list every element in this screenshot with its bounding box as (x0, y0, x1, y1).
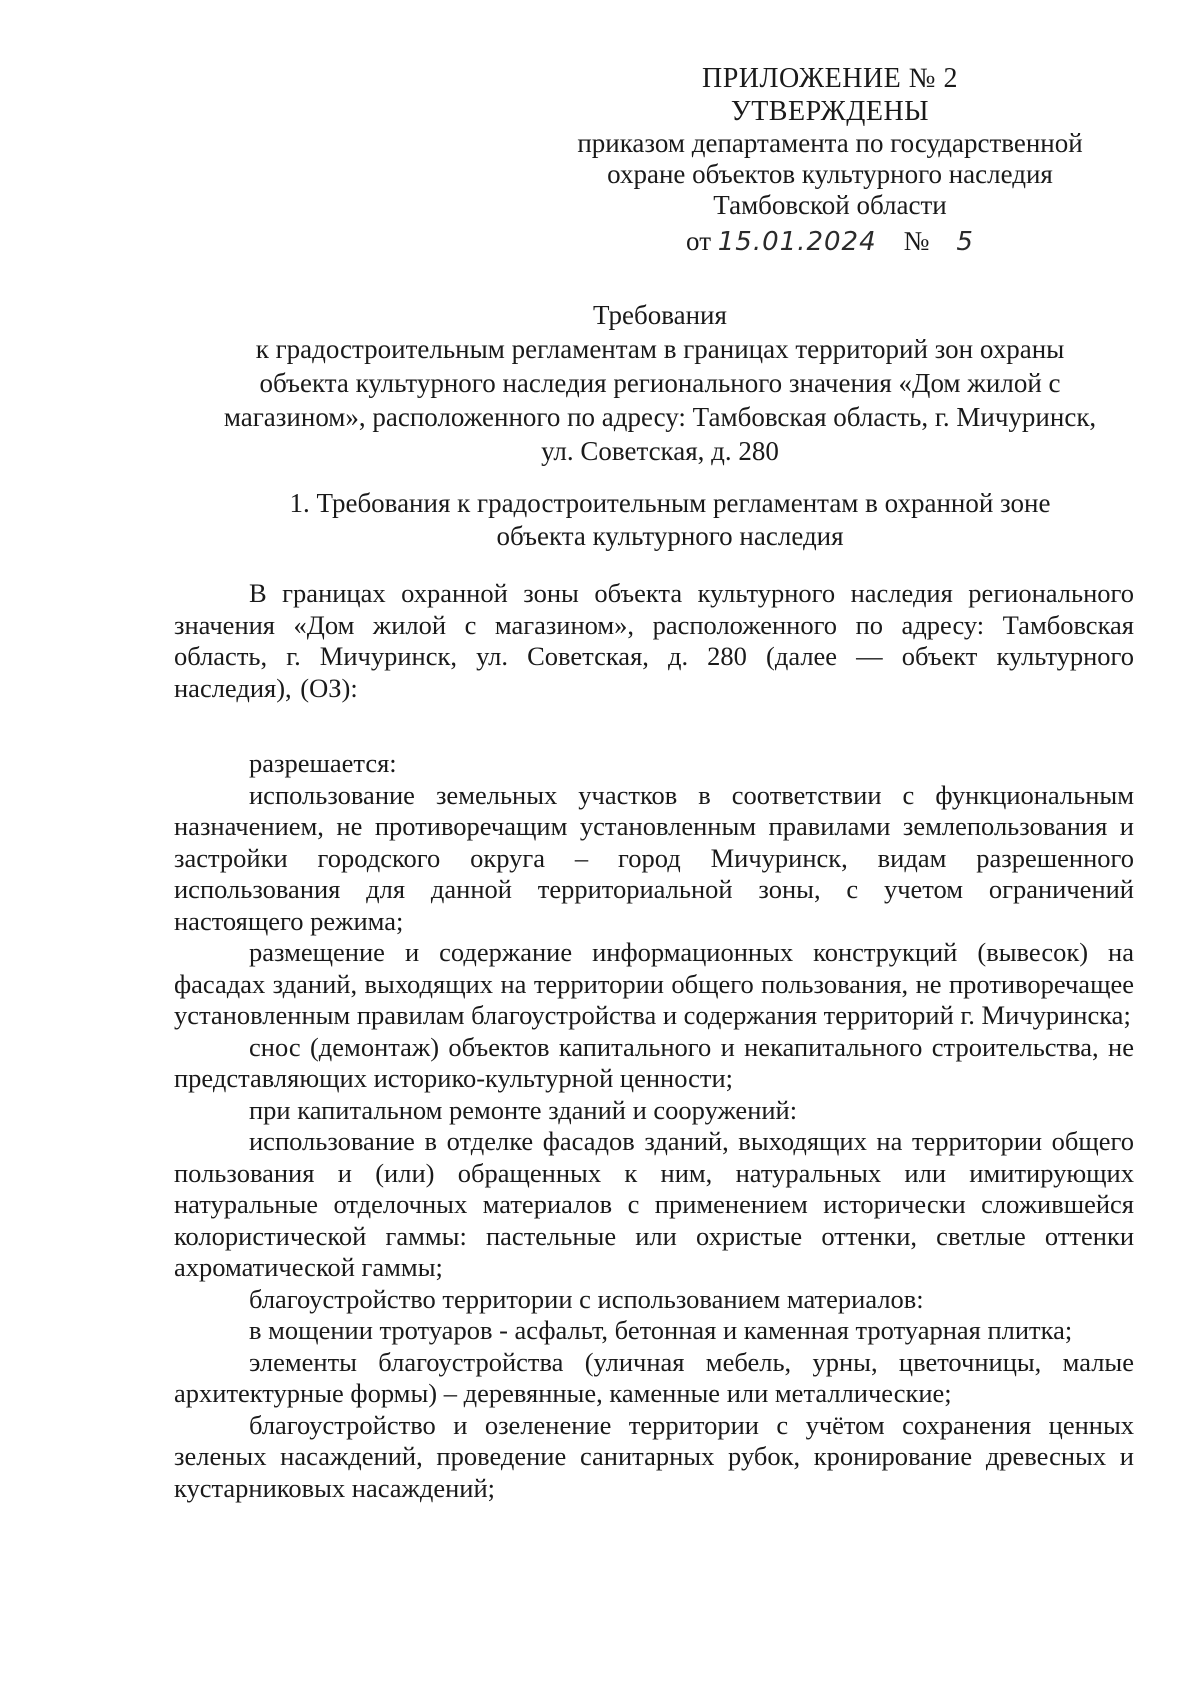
intro-paragraph: В границах охранной зоны объекта культурного наследия регионального значения «Дом жилой с магазином», расположенного по адресу: Тамбовская область, г. Мичуринск, ул. Советская, д. 280 (далее — объект культурного наследия), (ОЗ): (174, 578, 1134, 703)
handwritten-date: 15.01.2024 (717, 227, 877, 257)
body-paragraph: использование земельных участков в соответствии с функциональным назначением, не противоречащим установленным правилами землепользования и застройки городского округа – город Мичуринск, видам разрешенного использования для данной территориальной зоны, с учетом ограничений настоящего режима; (174, 779, 1134, 936)
order-date-line (540, 223, 1120, 260)
title-line-2: к градостроительным регламентам в границах территорий зон охраны (255, 334, 1065, 364)
handwritten-number: 5 (956, 227, 974, 257)
section-heading (250, 487, 1090, 553)
title-line-5: ул. Советская, д. 280 (541, 436, 779, 466)
allowed-label: разрешается: (249, 748, 397, 778)
title-line-3: объекта культурного наследия регионального значения «Дом жилой с (259, 368, 1061, 398)
body-paragraph: снос (демонтаж) объектов капитального и некапитального строительства, не представляющих историко-культурной ценности; (174, 1031, 1134, 1093)
body-paragraph: благоустройство и озеленение территории с учётом сохранения ценных зеленых насаждений, проведение санитарных рубок, кронирование древесных и кустарниковых насаждений; (174, 1409, 1134, 1503)
number-sign: № (903, 226, 930, 256)
title-line-4: магазином», расположенного по адресу: Тамбовская область, г. Мичуринск, (223, 402, 1097, 432)
body-paragraph: использование в отделке фасадов зданий, выходящих на территории общего пользования и (или) обращенных к ним, натуральных или имитирующих натуральные отделочных материалов с применением исторически сложившейся колористической гаммы: пастельные или охристые оттенки, светлые оттенки ахроматической гаммы; (174, 1126, 1134, 1282)
body-paragraph: элементы благоустройства (уличная мебель, урны, цветочницы, малые архитектурные формы) – деревянные, каменные или металлические; (174, 1346, 1134, 1408)
body-paragraph: размещение и содержание информационных конструкций (вывесок) на фасадах зданий, выходящих на территории общего пользования, не противоречащее установленным правилам благоустройства и содержания территорий г. Мичуринска; (174, 937, 1134, 1030)
section-heading-line-2: объекта культурного наследия (496, 521, 844, 551)
appendix-header (540, 62, 1120, 260)
body-paragraph: при капитальном ремонте зданий и сооружений: (249, 1094, 798, 1125)
section-heading-line-1: 1. Требования к градостроительным регламентам в охранной зоне (289, 488, 1051, 518)
date-prefix: от (686, 226, 711, 256)
appendix-number: ПРИЛОЖЕНИЕ № 2 (702, 63, 958, 94)
document-body (174, 578, 1134, 1504)
body-paragraph: в мощении тротуаров - асфальт, бетонная и каменная тротуарная плитка; (249, 1315, 1073, 1345)
approved-label: УТВЕРЖДЕНЫ (730, 96, 930, 127)
order-line-2: охране объектов культурного наследия (607, 159, 1053, 189)
body-paragraph: благоустройство территории с использованием материалов: (249, 1283, 924, 1314)
order-line-3: Тамбовской области (713, 190, 947, 220)
title-line-1: Требования (593, 300, 727, 330)
document-title (160, 298, 1160, 468)
order-line-1: приказом департамента по государственной (577, 128, 1083, 158)
